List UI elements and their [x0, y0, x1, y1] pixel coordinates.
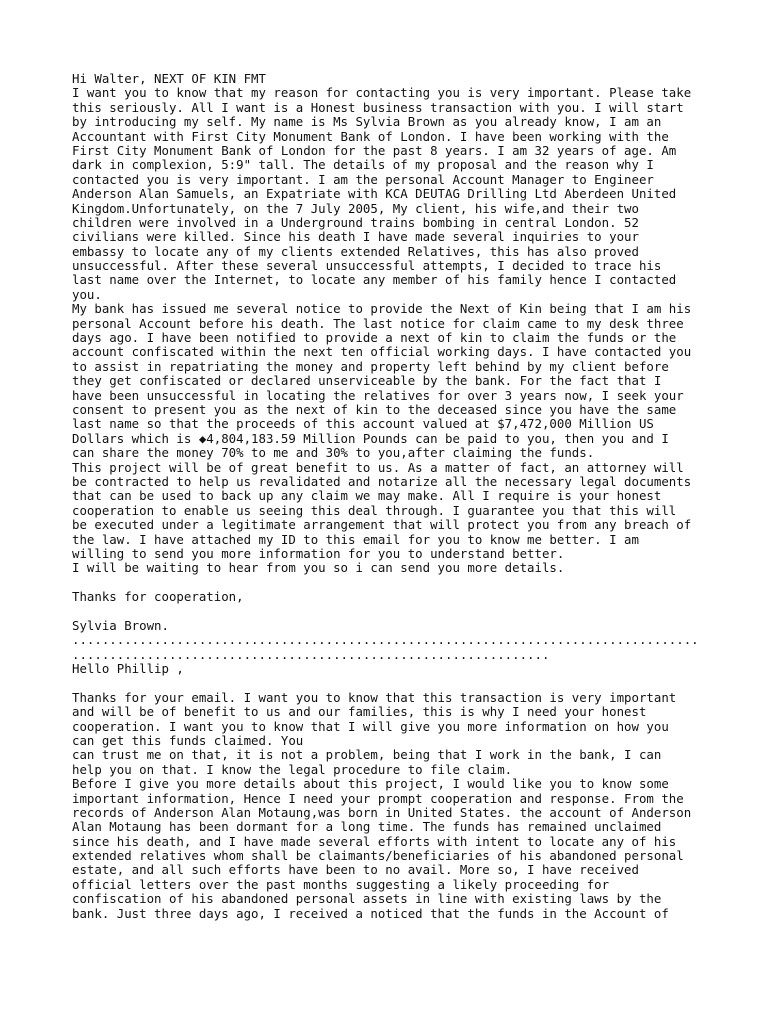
text-line: last name so that the proceeds of this account valued at $7,472,000 Million US [72, 416, 654, 432]
text-line: children were involved in a Underground trains bombing in central London. 52 [72, 214, 639, 230]
text-line: Sylvia Brown. [72, 617, 169, 633]
blank-line [72, 604, 712, 618]
text-line: Alan Motaung has been dormant for a long time. The funds has remained unclaimed [72, 819, 662, 835]
text-line: First City Monument Bank of London for the past 8 years. I am 32 years of age. Am [72, 142, 677, 158]
text-line: I will be waiting to hear from you so i can send you more details. [72, 560, 565, 576]
text-line: .................................................................................... [72, 632, 699, 648]
text-line: be contracted to help us revalidated and notarize all the necessary legal documents [72, 473, 692, 489]
text-line: days ago. I have been notified to provide a next of kin to claim the funds or the [72, 330, 677, 346]
text-line: unsuccessful. After these several unsuccessful attempts, I decided to trace his [72, 258, 662, 274]
text-line: official letters over the past months suggesting a likely proceeding for [72, 876, 610, 892]
text-line: willing to send you more information for you to understand better. [72, 545, 565, 561]
text-line: last name over the Internet, to locate any member of his family hence I contacted [72, 272, 677, 288]
text-line: cooperation. I want you to know that I will give you more information on how you [72, 718, 669, 734]
text-line: can share the money 70% to me and 30% to you,after claiming the funds. [72, 445, 595, 461]
text-line: estate, and all such efforts have been to no avail. More so, I have received [72, 862, 639, 878]
text-line: since his death, and I have made several efforts with intent to locate any of his [72, 833, 677, 849]
text-line: have been unsuccessful in locating the relatives for over 3 years now, I seek your [72, 387, 684, 403]
text-line: you. [72, 286, 102, 302]
text-line: confiscation of his abandoned personal assets in line with existing laws by the [72, 891, 662, 907]
text-line: Thanks for cooperation, [72, 589, 244, 605]
text-line: they get confiscated or declared unserviceable by the bank. For the fact that I [72, 373, 662, 389]
text-line: can trust me on that, it is not a problem, being that I work in the bank, I can [72, 747, 662, 763]
text-line: dark in complexion, 5:9" tall. The details of my proposal and the reason why I [72, 157, 654, 173]
text-line: and will be of benefit to us and our families, this is why I need your honest [72, 704, 647, 720]
text-line: Accountant with First City Monument Bank of London. I have been working with the [72, 128, 669, 144]
text-line: civilians were killed. Since his death I have made several inquiries to your [72, 229, 639, 245]
text-line: Hi Walter, NEXT OF KIN FMT [72, 71, 266, 86]
text-line: account confiscated within the next ten official working days. I have contacted you [72, 344, 692, 360]
text-line: can get this funds claimed. You [72, 732, 304, 748]
text-line: My bank has issued me several notice to provide the Next of Kin being that I am his [72, 301, 692, 317]
text-line: personal Account before his death. The last notice for claim came to my desk three [72, 315, 684, 331]
text-line: embassy to locate any of my clients extended Relatives, this has also proved [72, 243, 639, 259]
text-line: I want you to know that my reason for contacting you is very important. Please take [72, 85, 692, 101]
text-line: Thanks for your email. I want you to know that this transaction is very important [72, 689, 677, 705]
text-line: this seriously. All I want is a Honest business transaction with you. I will start [72, 99, 684, 115]
text-line: Kingdom.Unfortunately, on the 7 July 2005, My client, his wife,and their two [72, 200, 639, 216]
text-line: consent to present you as the next of kin to the deceased since you have the same [72, 401, 677, 417]
text-line: that can be used to back up any claim we may make. All I require is your honest [72, 488, 662, 504]
text-line: Before I give you more details about this project, I would like you to know some [72, 776, 669, 792]
text-line: bank. Just three days ago, I received a noticed that the funds in the Account of [72, 905, 669, 921]
text-line: to assist in repatriating the money and property left behind by my client before [72, 358, 669, 374]
text-line: ................................................................ [72, 646, 550, 662]
text-line: records of Anderson Alan Motaung,was born in United States. the account of Anderson [72, 804, 692, 820]
blank-line [72, 576, 712, 590]
text-line: cooperation to enable us seeing this deal through. I guarantee you that this will [72, 502, 677, 518]
text-line: extended relatives whom shall be claimants/beneficiaries of his abandoned personal [72, 848, 684, 864]
text-line: the law. I have attached my ID to this email for you to know me better. I am [72, 531, 639, 547]
document-body [72, 72, 712, 921]
text-line: contacted you is very important. I am the personal Account Manager to Engineer [72, 171, 654, 187]
text-line: This project will be of great benefit to us. As a matter of fact, an attorney will [72, 459, 684, 475]
text-line: Hello Phillip , [72, 661, 184, 677]
text-line: by introducing my self. My name is Ms Sylvia Brown as you already know, I am an [72, 114, 662, 130]
text-line: Dollars which is ◆4,804,183.59 Million Pounds can be paid to you, then you and I [72, 430, 669, 446]
text-line: important information, Hence I need your prompt cooperation and response. From the [72, 790, 684, 806]
text-line: help you on that. I know the legal procedure to file claim. [72, 761, 513, 777]
text-line: Anderson Alan Samuels, an Expatriate with KCA DEUTAG Drilling Ltd Aberdeen United [72, 186, 677, 202]
blank-line [72, 676, 712, 690]
text-line: be executed under a legitimate arrangement that will protect you from any breach of [72, 517, 692, 533]
